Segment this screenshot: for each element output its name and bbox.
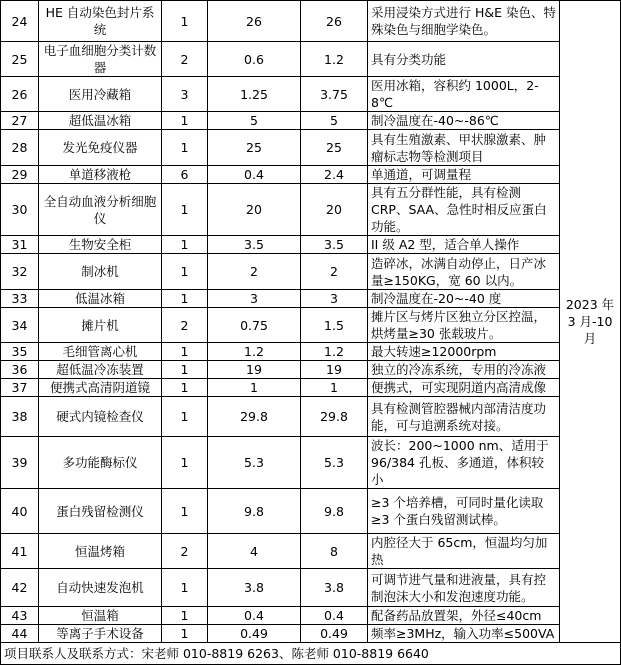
equipment-name: 蛋白残留检测仪	[39, 489, 162, 534]
spec-description: 具有检测管腔器械内部清洁度功能，可与追溯系统对接。	[368, 397, 560, 437]
total-price-cell: 9.8	[301, 489, 368, 534]
quantity-cell: 1	[162, 112, 208, 130]
total-price-cell: 2	[301, 254, 368, 290]
spec-description: 采用浸染方式进行 H&E 染色、特殊染色与细胞学染色。	[368, 1, 560, 42]
table-row	[1, 254, 621, 290]
procurement-period: 2023 年 3 月-10 月	[560, 1, 621, 643]
equipment-name: 制冰机	[39, 254, 162, 290]
spec-description: 最大转速≥12000rpm	[368, 343, 560, 361]
table-row	[1, 489, 621, 534]
row-number: 39	[1, 437, 39, 489]
unit-price-cell: 25	[208, 130, 301, 166]
equipment-name: 多功能酶标仪	[39, 437, 162, 489]
total-price-cell: 5.3	[301, 437, 368, 489]
spec-description: 医用冰箱，容积约 1000L，2-8℃	[368, 77, 560, 112]
table-row	[1, 437, 621, 489]
row-number: 26	[1, 77, 39, 112]
spec-description: 具有生殖激素、甲状腺激素、肿瘤标志物等检测项目	[368, 130, 560, 166]
table-row	[1, 112, 621, 130]
total-price-cell: 8	[301, 534, 368, 569]
equipment-name: 毛细管离心机	[39, 343, 162, 361]
table-row	[1, 625, 621, 643]
table-row	[1, 1, 621, 42]
table-row	[1, 534, 621, 569]
quantity-cell: 2	[162, 534, 208, 569]
quantity-cell: 1	[162, 130, 208, 166]
unit-price-cell: 9.8	[208, 489, 301, 534]
unit-price-cell: 19	[208, 361, 301, 379]
equipment-name: 恒温烤箱	[39, 534, 162, 569]
row-number: 25	[1, 42, 39, 77]
quantity-cell: 1	[162, 607, 208, 625]
total-price-cell: 20	[301, 184, 368, 236]
spec-description: 波长：200~1000 nm、适用于96/384 孔板、多通道，体积较小	[368, 437, 560, 489]
quantity-cell: 1	[162, 254, 208, 290]
equipment-name: HE 自动染色封片系统	[39, 1, 162, 42]
total-price-cell: 1.2	[301, 343, 368, 361]
total-price-cell: 3.5	[301, 236, 368, 254]
row-number: 40	[1, 489, 39, 534]
total-price-cell: 2.4	[301, 166, 368, 184]
spec-description: 具有分类功能	[368, 42, 560, 77]
table-row	[1, 184, 621, 236]
footer-row	[1, 643, 621, 665]
row-number: 34	[1, 308, 39, 343]
quantity-cell: 1	[162, 236, 208, 254]
spec-description: 可调节进气量和进液量，具有控制泡沫大小和发泡速度功能。	[368, 569, 560, 607]
total-price-cell: 3.75	[301, 77, 368, 112]
unit-price-cell: 0.75	[208, 308, 301, 343]
row-number: 24	[1, 1, 39, 42]
spec-description: 配备药品放置架，外径≤40cm	[368, 607, 560, 625]
quantity-cell: 1	[162, 184, 208, 236]
spec-description: 独立的冷冻系统，专用的冷冻液	[368, 361, 560, 379]
row-number: 36	[1, 361, 39, 379]
unit-price-cell: 29.8	[208, 397, 301, 437]
equipment-name: 电子血细胞分类计数器	[39, 42, 162, 77]
total-price-cell: 1.2	[301, 42, 368, 77]
equipment-name: 便携式高清阴道镜	[39, 379, 162, 397]
table-row	[1, 361, 621, 379]
unit-price-cell: 1.25	[208, 77, 301, 112]
spec-description: 造碎冰，冰满自动停止，日产冰量≥150KG，宽 60 以内。	[368, 254, 560, 290]
table-row	[1, 166, 621, 184]
unit-price-cell: 5.3	[208, 437, 301, 489]
total-price-cell: 19	[301, 361, 368, 379]
quantity-cell: 3	[162, 77, 208, 112]
row-number: 38	[1, 397, 39, 437]
total-price-cell: 3	[301, 290, 368, 308]
spec-description: 制冷温度在-20~-40 度	[368, 290, 560, 308]
table-row	[1, 607, 621, 625]
row-number: 27	[1, 112, 39, 130]
unit-price-cell: 0.4	[208, 166, 301, 184]
spec-description: 单通道，可调量程	[368, 166, 560, 184]
table-row	[1, 343, 621, 361]
row-number: 28	[1, 130, 39, 166]
row-number: 31	[1, 236, 39, 254]
total-price-cell: 26	[301, 1, 368, 42]
table-row	[1, 397, 621, 437]
quantity-cell: 6	[162, 166, 208, 184]
quantity-cell: 1	[162, 379, 208, 397]
total-price-cell: 5	[301, 112, 368, 130]
table-row	[1, 236, 621, 254]
row-number: 42	[1, 569, 39, 607]
unit-price-cell: 3.5	[208, 236, 301, 254]
equipment-name: 医用冷藏箱	[39, 77, 162, 112]
unit-price-cell: 0.49	[208, 625, 301, 643]
equipment-name: 自动快速发泡机	[39, 569, 162, 607]
spec-description: 制冷温度在-40~-86℃	[368, 112, 560, 130]
quantity-cell: 1	[162, 343, 208, 361]
quantity-cell: 1	[162, 397, 208, 437]
equipment-name: 超低温冷冻装置	[39, 361, 162, 379]
row-number: 29	[1, 166, 39, 184]
spec-description: II 级 A2 型，适合单人操作	[368, 236, 560, 254]
row-number: 37	[1, 379, 39, 397]
row-number: 43	[1, 607, 39, 625]
equipment-name: 等离子手术设备	[39, 625, 162, 643]
unit-price-cell: 0.6	[208, 42, 301, 77]
spec-description: 频率≥3MHz，输入功率≤500VA	[368, 625, 560, 643]
table-row	[1, 308, 621, 343]
unit-price-cell: 1	[208, 379, 301, 397]
row-number: 41	[1, 534, 39, 569]
equipment-name: 摊片机	[39, 308, 162, 343]
spec-description: ≥3 个培养槽，可同时量化读取≥3 个蛋白残留测试棒。	[368, 489, 560, 534]
quantity-cell: 1	[162, 290, 208, 308]
row-number: 30	[1, 184, 39, 236]
contact-info: 项目联系人及联系方式：宋老师 010-8819 6263、陈老师 010-8819 6640	[1, 643, 621, 665]
total-price-cell: 25	[301, 130, 368, 166]
row-number: 35	[1, 343, 39, 361]
equipment-name: 硬式内镜检查仪	[39, 397, 162, 437]
unit-price-cell: 4	[208, 534, 301, 569]
quantity-cell: 1	[162, 361, 208, 379]
equipment-name: 恒温箱	[39, 607, 162, 625]
total-price-cell: 1	[301, 379, 368, 397]
row-number: 44	[1, 625, 39, 643]
table-row	[1, 569, 621, 607]
table-row	[1, 290, 621, 308]
unit-price-cell: 1.2	[208, 343, 301, 361]
equipment-name: 超低温冰箱	[39, 112, 162, 130]
quantity-cell: 1	[162, 437, 208, 489]
total-price-cell: 1.5	[301, 308, 368, 343]
unit-price-cell: 20	[208, 184, 301, 236]
equipment-name: 单道移液枪	[39, 166, 162, 184]
unit-price-cell: 5	[208, 112, 301, 130]
total-price-cell: 0.4	[301, 607, 368, 625]
row-number: 33	[1, 290, 39, 308]
quantity-cell: 1	[162, 569, 208, 607]
unit-price-cell: 0.4	[208, 607, 301, 625]
equipment-name: 生物安全柜	[39, 236, 162, 254]
quantity-cell: 1	[162, 489, 208, 534]
spec-description: 摊片区与烤片区独立分区控温，烘烤量≥30 张载玻片。	[368, 308, 560, 343]
table-row	[1, 379, 621, 397]
spec-description: 具有五分群性能，具有检测 CRP、SAA、急性时相反应蛋白功能。	[368, 184, 560, 236]
quantity-cell: 1	[162, 1, 208, 42]
equipment-name: 全自动血液分析细胞仪	[39, 184, 162, 236]
unit-price-cell: 26	[208, 1, 301, 42]
spec-description: 内腔径大于 65cm，恒温均匀加热	[368, 534, 560, 569]
unit-price-cell: 3.8	[208, 569, 301, 607]
equipment-name: 发光免疫仪器	[39, 130, 162, 166]
table-row	[1, 77, 621, 112]
table-row	[1, 130, 621, 166]
total-price-cell: 3.8	[301, 569, 368, 607]
total-price-cell: 0.49	[301, 625, 368, 643]
unit-price-cell: 3	[208, 290, 301, 308]
equipment-name: 低温冰箱	[39, 290, 162, 308]
table-row	[1, 42, 621, 77]
spec-description: 便携式，可实现阴道内高清成像	[368, 379, 560, 397]
quantity-cell: 1	[162, 625, 208, 643]
quantity-cell: 2	[162, 308, 208, 343]
row-number: 32	[1, 254, 39, 290]
quantity-cell: 2	[162, 42, 208, 77]
unit-price-cell: 2	[208, 254, 301, 290]
total-price-cell: 29.8	[301, 397, 368, 437]
